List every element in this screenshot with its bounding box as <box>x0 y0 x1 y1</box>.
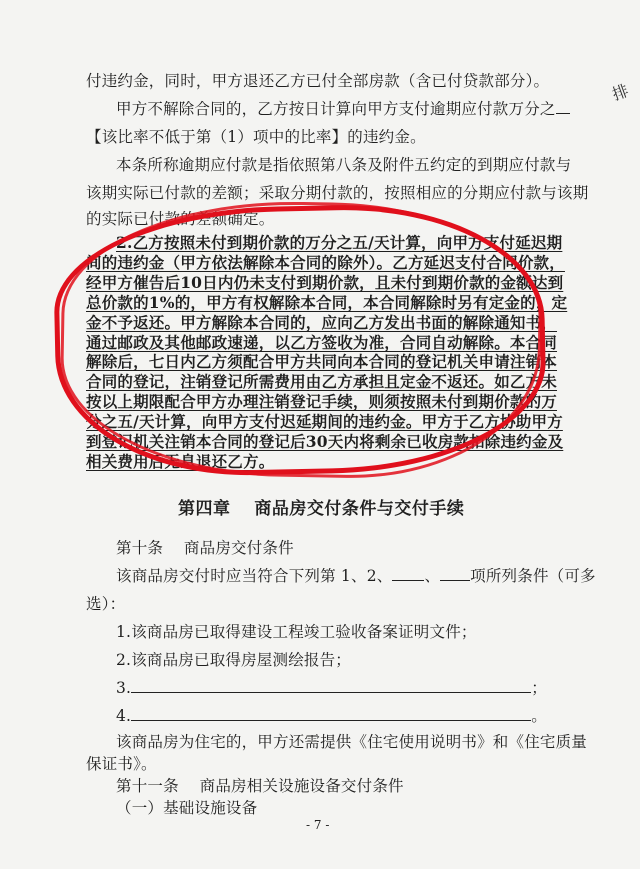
highlighted-line: 间的违约金（甲方依法解除本合同的除外）。乙方延迟支付合同价款， <box>86 252 565 272</box>
list-item-blank: 3. ； <box>116 675 547 702</box>
text-line: 甲方不解除合同的，乙方按日计算向甲方支付逾期应付款万分之 <box>116 96 570 123</box>
text-line: 该商品房交付时应当符合下列第 1、2、 、 项所列条件（可多 <box>116 563 596 590</box>
list-item: 1.该商品房已取得建设工程竣工验收备案证明文件； <box>116 623 477 641</box>
text-line: 【该比率不低于第（1）项中的比率】的违约金。 <box>86 128 426 146</box>
chapter-title: 第四章 商品房交付条件与交付手续 <box>178 499 465 519</box>
text-line: 的实际已付款的差额确定。 <box>86 210 275 228</box>
text-line: 选）： <box>86 595 126 613</box>
highlighted-line: 2.乙方按照未付到期价款的万分之五/天计算，向甲方支付延迟期 <box>116 233 563 252</box>
highlighted-line: 经甲方催告后10日内仍未支付到期价款，且未付到期价款的金额达到 <box>86 272 564 292</box>
text-line: 付违约金，同时，甲方退还乙方已付全部房款（含已付贷款部分）。 <box>86 72 550 90</box>
handwritten-note: 排 <box>609 80 632 105</box>
list-item-blank: 4. 。 <box>116 703 547 730</box>
highlighted-line: 分之五/天计算，向甲方支付迟延期间的违约金。甲方于乙方协助甲方 <box>86 412 563 432</box>
highlighted-line: 到登记机关注销本合同的登记后30天内将剩余已收房款扣除违约金及 <box>86 432 564 452</box>
highlighted-line: 金不予返还。甲方解除本合同的，应向乙方发出书面的解除通知书， <box>86 312 558 332</box>
highlighted-line: 相关费用后无息退还乙方。 <box>86 452 275 471</box>
highlighted-line: 解除后，七日内乙方须配合甲方共同向本合同的登记机关申请注销本 <box>86 352 558 372</box>
highlighted-line: 通过邮政及其他邮政速递，以乙方签收为准，合同自动解除。本合同 <box>86 332 558 352</box>
article-title: 第十条 商品房交付条件 <box>116 539 294 557</box>
page-number: - 7 - <box>306 818 330 832</box>
text-line: 该期实际已付款的差额；采取分期付款的，按照相应的分期应付款与该期 <box>86 184 589 202</box>
red-circle-annotation <box>59 198 544 481</box>
list-item: 2.该商品房已取得房屋测绘报告； <box>116 651 351 669</box>
text-line: 保证书》。 <box>86 755 157 773</box>
highlighted-line: 按以上期限配合甲方办理注销登记手续，则须按照未付到期价款的万 <box>86 392 558 412</box>
text-line: 本条所称逾期应付款是指依照第八条及附件五约定的到期应付款与 <box>116 156 572 174</box>
highlighted-line: 总价款的1%的，甲方有权解除本合同，本合同解除时另有定金的，定 <box>86 292 568 312</box>
article-title: 第十一条 商品房相关设施设备交付条件 <box>116 777 404 795</box>
text-line: 该商品房为住宅的，甲方还需提供《住宅使用说明书》和《住宅质量 <box>116 733 588 751</box>
sub-heading: （一）基础设施设备 <box>116 799 258 817</box>
highlighted-line: 合同的登记，注销登记所需费用由乙方承担且定金不返还。如乙方未 <box>86 372 558 392</box>
